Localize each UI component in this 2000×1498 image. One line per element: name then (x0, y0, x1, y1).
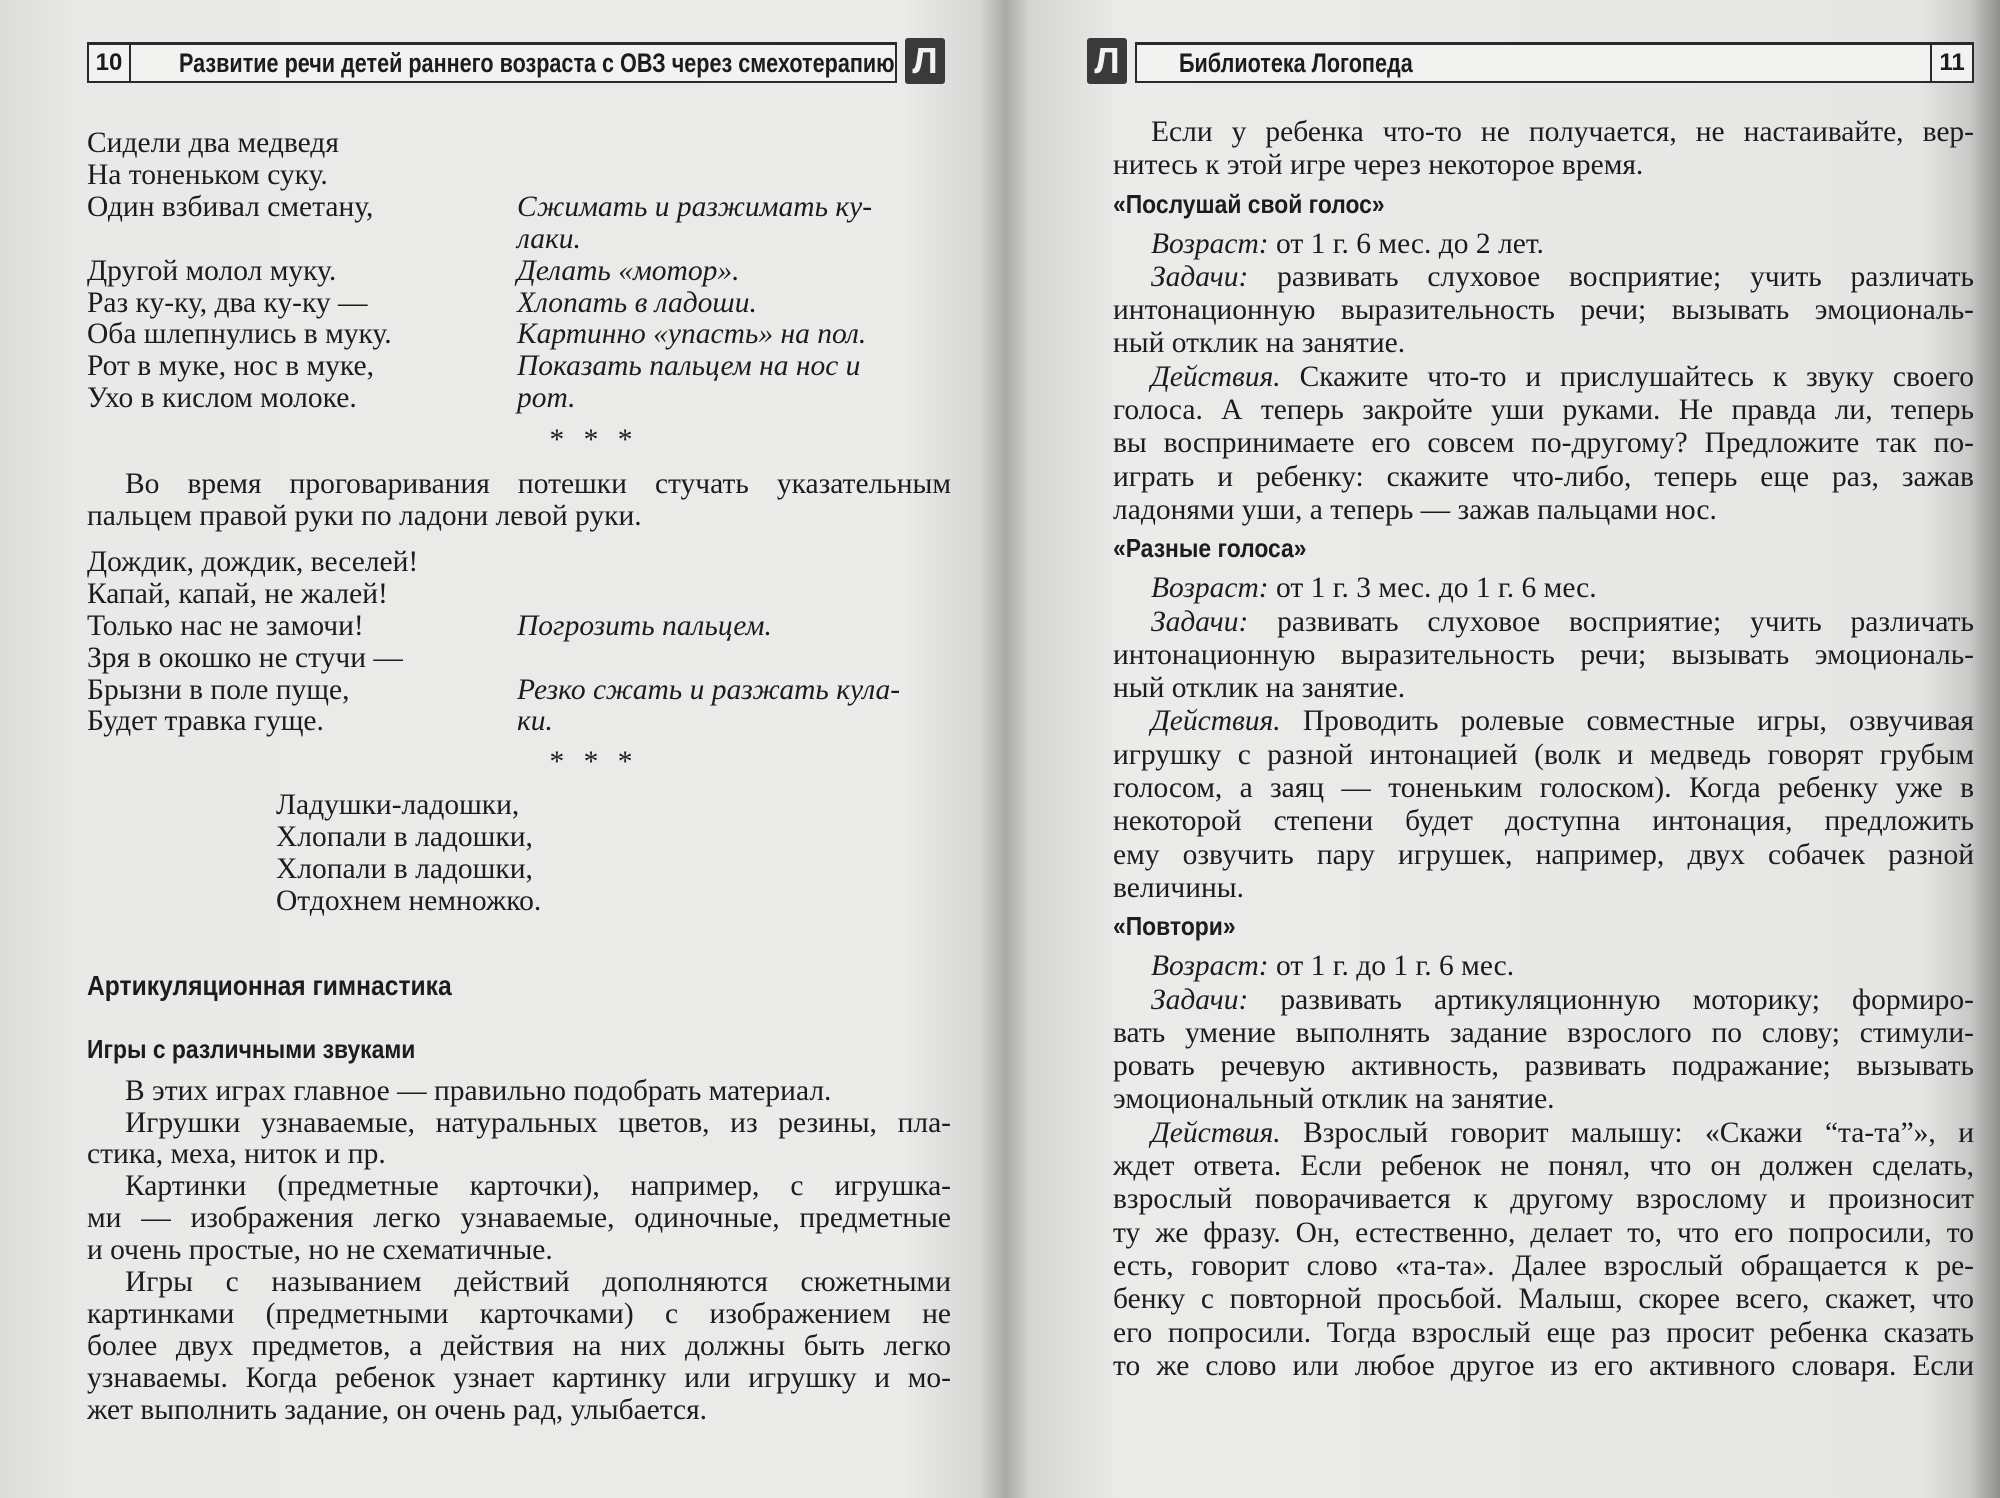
poem-action: Хлопать в ладоши. (517, 286, 757, 319)
paragraph-text: игрушку с разной интонацией (волк и медведь говорят грубым (1113, 738, 1974, 771)
right-running-header (1135, 42, 1974, 83)
field-label: Возраст: (1151, 227, 1269, 260)
paragraph-line (1113, 361, 1974, 394)
paragraph-text: ный отклик на занятие. (1113, 672, 1406, 705)
paragraph-line (1113, 327, 1974, 360)
paragraph-text: интонационную выразительность речи; вызывать эмоциональ- (1113, 294, 1974, 327)
poem-text: Ухо в кислом молоке. (87, 382, 357, 415)
paragraph-line (1113, 772, 1974, 805)
paragraph-line (1113, 839, 1974, 872)
field-label: Возраст: (1151, 950, 1269, 983)
running-title: Библиотека Логопеда (1179, 48, 1413, 78)
poem-text: Только нас не замочи! (87, 609, 364, 642)
poem-action (517, 547, 901, 579)
poem-text: Оба шлепнулись в муку. (87, 318, 392, 351)
poem-text: Сидели два медведя (87, 127, 339, 159)
instruction-line: Во время проговаривания потешки стучать указательным (125, 468, 951, 501)
poem-text: Зря в окошко не стучи — (87, 641, 403, 674)
page-number: 11 (1930, 45, 1972, 81)
field-label: Задачи: (1151, 605, 1249, 638)
paragraph-line (1113, 261, 1974, 294)
paragraph-line (1113, 606, 1974, 639)
field-label: Задачи: (1151, 983, 1249, 1016)
poem-action (517, 643, 901, 675)
poem-action (517, 579, 901, 611)
poem-action (517, 128, 901, 160)
poem-text: Раз ку-ку, два ку-ку — (87, 286, 368, 319)
paragraph-line (1113, 1117, 1974, 1150)
section-heading: Артикуляционная гимнастика (87, 969, 452, 1001)
paragraph-line (1113, 494, 1974, 527)
paragraph-text: Скажите что-то и прислушайтесь к звуку своего (1280, 360, 1974, 393)
paragraph-text: Проводить ролевые совместные игры, озвучивая (1280, 705, 1974, 738)
poem-line (87, 383, 951, 415)
paragraph-line (1113, 1283, 1974, 1316)
paragraph-line (1113, 461, 1974, 494)
paragraph-line (1113, 1017, 1974, 1050)
page-number: 10 (89, 45, 131, 81)
poem-action: Картинно «упасть» на пол. (517, 318, 867, 351)
paragraph-line (1113, 572, 1974, 605)
poem-text: Дождик, дождик, веселей! (87, 545, 419, 578)
poem-line: Отдохнем немножко. (276, 884, 542, 917)
poem-line (87, 319, 951, 351)
paragraph-line (1113, 427, 1974, 460)
paragraph-line: Игрушки узнаваемые, натуральных цветов, из резины, пла- (125, 1106, 951, 1139)
paragraph-line (1113, 116, 1974, 149)
poem-action: Погрозить пальцем. (517, 609, 772, 642)
paragraph-line: и очень простые, но не схематичные. (87, 1234, 553, 1267)
poem-action: Сжимать и разжимать ку- (517, 190, 873, 223)
poem-text: Другой молол муку. (87, 254, 337, 287)
section-divider: * * * (549, 424, 639, 457)
paragraph-text: величины. (1113, 871, 1244, 904)
paragraph-text: голоса. А теперь закройте уши руками. Не правда ли, теперь (1113, 394, 1974, 427)
poem-line (87, 160, 951, 192)
poem-text: На тоненьком суку. (87, 158, 328, 191)
poem-action: ки. (517, 705, 553, 738)
paragraph-line: ми — изображения легко узнаваемые, одиночные, предметные (87, 1202, 951, 1235)
right-page-body (1113, 116, 1974, 1383)
paragraph-text: вы воспринимаете его совсем по-другому? Предложите так по- (1113, 427, 1974, 460)
poem-line (87, 579, 951, 611)
paragraph-line: стика, меха, ниток и пр. (87, 1138, 386, 1171)
poem-line (87, 547, 951, 579)
poem-action: рот. (517, 382, 576, 415)
poem-line (87, 128, 951, 160)
paragraph-line (1113, 1217, 1974, 1250)
game-title: «Повтори» (1113, 911, 1236, 942)
poem-line: Ладушки-ладошки, (276, 789, 520, 822)
paragraph-line: более двух предметов, а действия на них должны быть легко (87, 1329, 951, 1362)
poem-action: Делать «мотор». (517, 254, 740, 287)
poem-action: Резко сжать и разжать кула- (517, 673, 901, 706)
paragraph-text: Если у ребенка что-то не получается, не настаивайте, вер- (1151, 116, 1974, 148)
left-running-header (87, 42, 897, 83)
poem-action: Показать пальцем на нос и (517, 350, 861, 383)
poem-line (87, 611, 951, 643)
paragraph-text: бенку с повторной просьбой. Малыш, скорее всего, скажет, что (1113, 1283, 1974, 1316)
paragraph-text: ту же фразу. Он, естественно, делает то, что его попросили, то (1113, 1216, 1974, 1249)
paragraph-line (1113, 1250, 1974, 1283)
paragraph-text: нитесь к этой игре через некоторое время. (1113, 149, 1644, 182)
paragraph-text: то же слово или любое другое из его активного словаря. Если (1113, 1349, 1974, 1382)
paragraph-line (1113, 639, 1974, 672)
field-label: Возраст: (1151, 572, 1269, 605)
paragraph-text: развивать слуховое восприятие; учить различать (1248, 605, 1974, 638)
field-label: Действия. (1151, 705, 1281, 738)
poem-action (517, 160, 901, 192)
poem-text: Один взбивал сметану, (87, 190, 374, 223)
paragraph-line (1113, 1350, 1974, 1383)
paragraph-text: некоторой степени будет доступна интонация, предложить (1113, 805, 1974, 838)
poem-line: Хлопали в ладошки, (276, 853, 533, 886)
paragraph-line (1113, 1083, 1974, 1116)
paragraph-text: ровать речевую активность, развивать подражание; вызывать (1113, 1050, 1974, 1083)
running-title: Развитие речи детей раннего возраста с ОВЗ через смехотерапию (179, 48, 895, 78)
paragraph-line: жет выполнить задание, он очень рад, улыбается. (87, 1393, 708, 1426)
paragraph-line (1113, 394, 1974, 427)
poem-line (87, 675, 951, 707)
paragraph-line: Картинки (предметные карточки), например, с игрушка- (125, 1170, 951, 1203)
paragraph-text: от 1 г. 3 мес. до 1 г. 6 мес. (1268, 572, 1597, 605)
poem-text (87, 224, 517, 256)
paragraph-text: ный отклик на занятие. (1113, 327, 1406, 360)
section-divider: * * * (549, 746, 639, 779)
paragraph-line (1113, 149, 1974, 182)
paragraph-text: есть, говорит слово «та-та». Далее взрослый обращается к ре- (1113, 1249, 1974, 1282)
poem-text: Рот в муке, нос в муке, (87, 350, 374, 383)
field-label: Задачи: (1151, 260, 1249, 293)
poem-action: лаки. (517, 222, 581, 255)
poem-text: Брызни в поле пуще, (87, 673, 350, 706)
poem-line (87, 643, 951, 675)
instruction-line: пальцем правой руки по ладони левой руки. (87, 499, 642, 532)
poem-text: Капай, капай, не жалей! (87, 577, 388, 610)
paragraph-line (1113, 228, 1974, 261)
paragraph-text: ладонями уши, а теперь — зажав пальцами нос. (1113, 493, 1717, 526)
logo-badge: Л (905, 38, 945, 84)
logo-badge: Л (1087, 38, 1127, 84)
game-title: «Разные голоса» (1113, 533, 1307, 564)
paragraph-text: играть и ребенку: скажите что-либо, теперь еще раз, зажав (1113, 460, 1974, 493)
paragraph-text: от 1 г. 6 мес. до 2 лет. (1268, 227, 1544, 260)
poem-line (87, 706, 951, 738)
poem-line (87, 351, 951, 383)
paragraph-text: эмоциональный отклик на занятие. (1113, 1083, 1555, 1116)
subsection-heading: Игры с различными звуками (87, 1033, 416, 1064)
paragraph-line (1113, 984, 1974, 1017)
paragraph-text: развивать артикуляционную моторику; формиро- (1248, 983, 1974, 1016)
poem-line: Хлопали в ладошки, (276, 821, 533, 854)
field-label: Действия. (1151, 1116, 1281, 1149)
paragraph-line (1113, 739, 1974, 772)
poem-text: Будет травка гуще. (87, 705, 324, 738)
poem-line (87, 192, 951, 224)
paragraph-line (1113, 705, 1974, 738)
paragraph-line (1113, 1050, 1974, 1083)
paragraph-text: развивать слуховое восприятие; учить различать (1248, 260, 1974, 293)
paragraph-text: взрослый поворачивается к другому взрослому и произносит (1113, 1183, 1974, 1216)
paragraph-line (1113, 872, 1974, 905)
poem-line (87, 224, 951, 256)
paragraph-line (1113, 1317, 1974, 1350)
paragraph-line (1113, 294, 1974, 327)
paragraph-line: узнаваемы. Когда ребенок узнает картинку или игрушку и мо- (87, 1361, 951, 1394)
paragraph-text: ему озвучить пару игрушек, например, двух собачек разной (1113, 838, 1974, 871)
paragraph-line: В этих играх главное — правильно подобрать материал. (125, 1074, 832, 1107)
paragraph-text: Взрослый говорит малышу: «Скажи “та-та”», и (1280, 1116, 1974, 1149)
paragraph-line (1113, 672, 1974, 705)
paragraph-line (1113, 1183, 1974, 1216)
paragraph-text: интонационную выразительность речи; вызывать эмоциональ- (1113, 638, 1974, 671)
paragraph-text: от 1 г. до 1 г. 6 мес. (1268, 950, 1515, 983)
poem-line (87, 288, 951, 320)
game-title: «Послушай свой голос» (1113, 188, 1385, 219)
paragraph-line: картинками (предметными карточками) с изображением не (87, 1298, 951, 1330)
poem-line (87, 256, 951, 288)
paragraph-text: его попросили. Тогда взрослый еще раз просит ребенка сказать (1113, 1316, 1974, 1349)
paragraph-line (1113, 1150, 1974, 1183)
left-page-body (87, 128, 951, 1427)
paragraph-line (1113, 805, 1974, 838)
field-label: Действия. (1151, 360, 1281, 393)
paragraph-text: вать умение выполнять задание взрослого по слову; стимули- (1113, 1016, 1974, 1049)
paragraph-line: Игры с называнием действий дополняются сюжетными (125, 1266, 951, 1299)
paragraph-text: ждет ответа. Если ребенок не понял, что он должен сделать, (1113, 1150, 1974, 1183)
paragraph-text: голосом, а заяц — тоненьким голоском). Когда ребенку уже в (1113, 772, 1974, 805)
paragraph-line (1113, 950, 1974, 983)
